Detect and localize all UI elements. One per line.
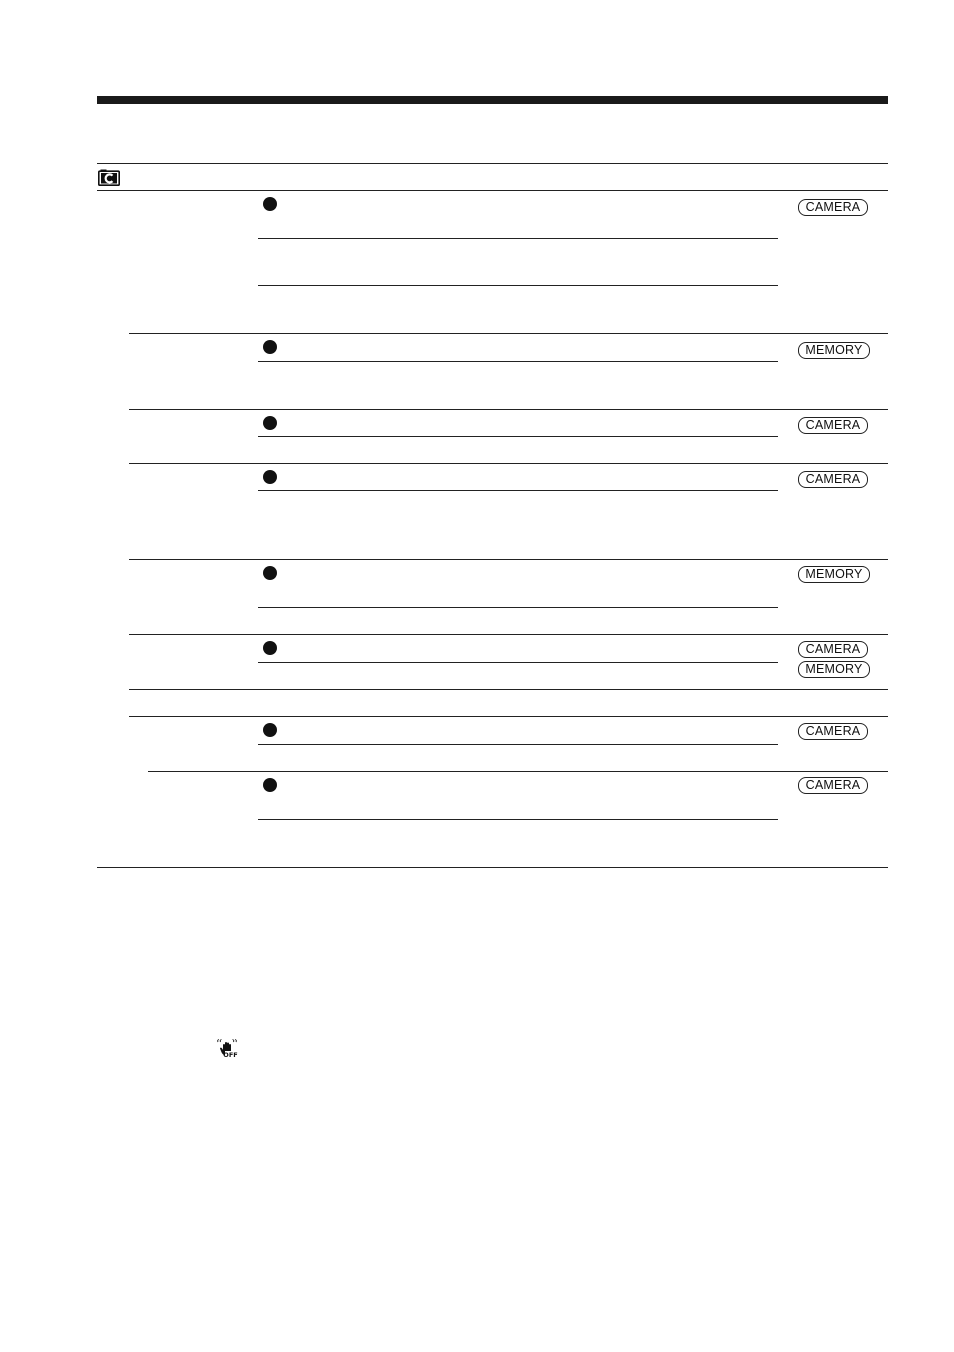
camera-mode-badge: CAMERA <box>798 471 868 488</box>
row-rule <box>129 463 888 464</box>
row-rule <box>148 771 888 772</box>
page-header-rule <box>97 96 888 104</box>
sub-row-rule <box>258 819 778 820</box>
setting-dot <box>263 197 277 211</box>
camera-set-menu-icon <box>98 169 120 186</box>
setting-dot <box>263 470 277 484</box>
setting-dot <box>263 641 277 655</box>
row-rule <box>129 333 888 334</box>
setting-dot <box>263 778 277 792</box>
sub-row-rule <box>258 436 778 437</box>
sub-row-rule <box>258 744 778 745</box>
table-header-rule <box>97 190 888 191</box>
sub-row-rule <box>258 361 778 362</box>
camera-mode-badge: CAMERA <box>798 641 868 658</box>
memory-mode-badge: MEMORY <box>798 566 870 583</box>
setting-dot <box>263 340 277 354</box>
setting-dot <box>263 723 277 737</box>
memory-mode-badge: MEMORY <box>798 342 870 359</box>
camera-mode-badge: CAMERA <box>798 777 868 794</box>
sub-row-rule <box>258 607 778 608</box>
row-rule <box>129 559 888 560</box>
row-rule <box>129 634 888 635</box>
table-top-rule <box>97 163 888 164</box>
memory-mode-badge: MEMORY <box>798 661 870 678</box>
row-rule <box>129 409 888 410</box>
camera-mode-badge: CAMERA <box>798 723 868 740</box>
table-bottom-rule <box>97 867 888 868</box>
camera-mode-badge: CAMERA <box>798 199 868 216</box>
sub-row-rule <box>258 285 778 286</box>
sub-row-rule <box>258 490 778 491</box>
row-rule <box>129 689 888 690</box>
setting-dot <box>263 566 277 580</box>
row-rule <box>129 716 888 717</box>
setting-dot <box>263 416 277 430</box>
steadyshot-off-icon <box>216 1039 238 1059</box>
steadyshot-off-label: OFF <box>223 1051 238 1059</box>
sub-row-rule <box>258 662 778 663</box>
sub-row-rule <box>258 238 778 239</box>
camera-mode-badge: CAMERA <box>798 417 868 434</box>
